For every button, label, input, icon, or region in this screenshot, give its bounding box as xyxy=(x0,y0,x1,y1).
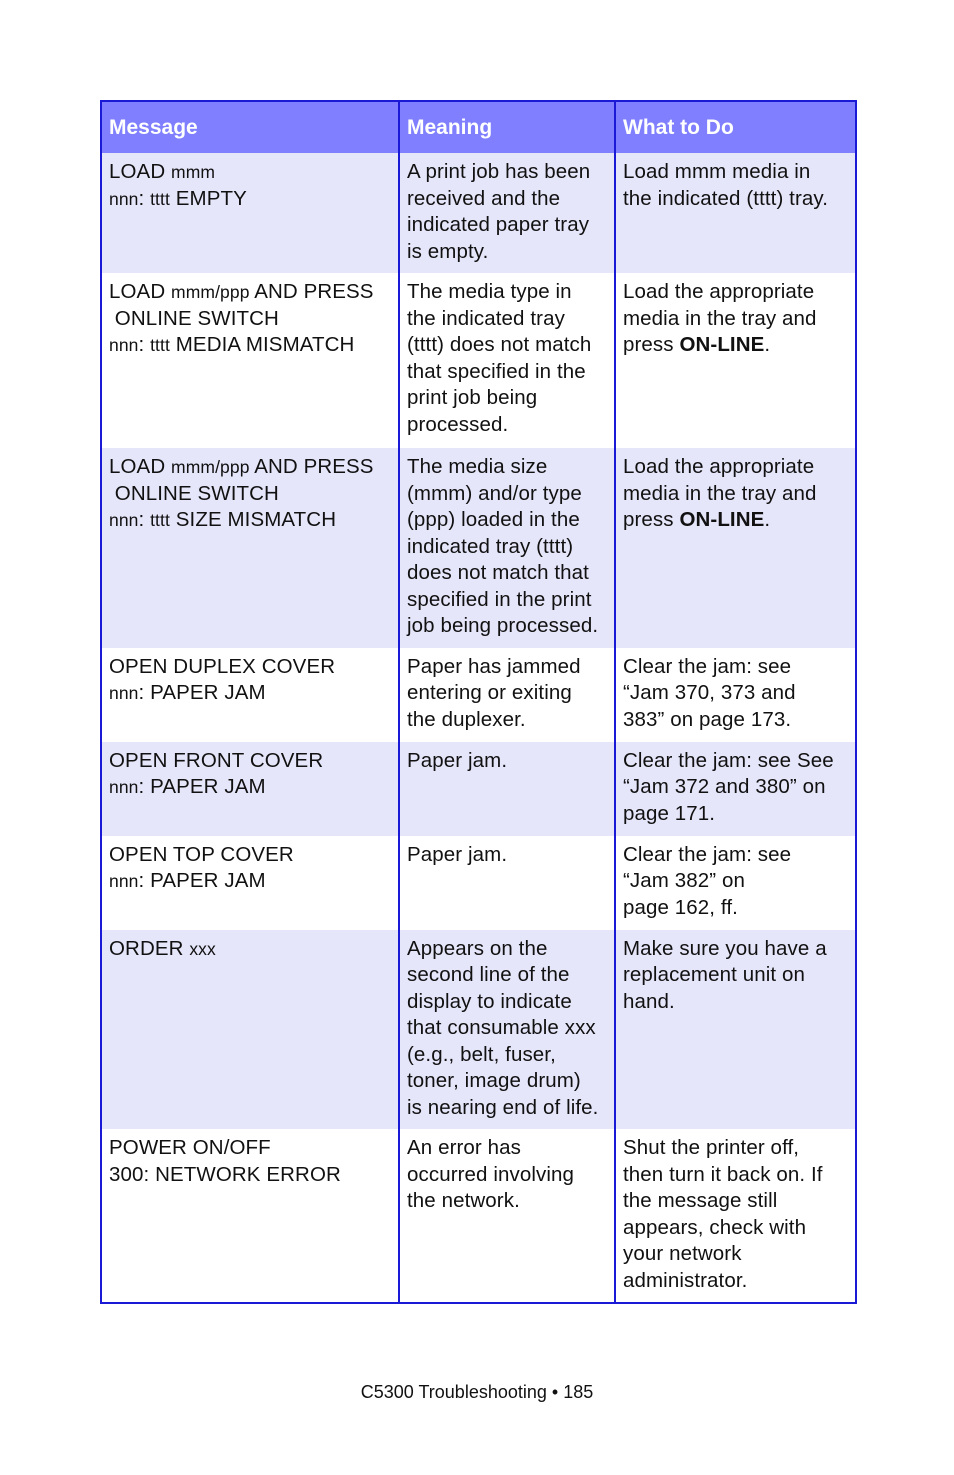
meaning-line: is empty. xyxy=(407,239,489,263)
message-line xyxy=(109,936,391,963)
meaning-cell xyxy=(399,1129,615,1303)
message-line xyxy=(109,332,391,359)
meaning-line: occurred involving xyxy=(407,1162,575,1186)
table-row xyxy=(101,273,856,448)
action-line: page 162, ff. xyxy=(623,895,738,919)
action-cell xyxy=(615,448,856,648)
meaning-line: received and the xyxy=(407,186,561,210)
message-line xyxy=(109,186,391,213)
meaning-line: Paper jam. xyxy=(407,748,508,772)
message-text: mmm xyxy=(171,162,216,182)
action-cell xyxy=(615,742,856,836)
message-line xyxy=(109,507,391,534)
action-line: your network xyxy=(623,1242,742,1265)
action-line: “Jam 372 and 380” on xyxy=(623,775,826,798)
message-line xyxy=(109,774,391,801)
action-line: media in the tray and xyxy=(623,481,817,505)
message-text: mmm/ppp xyxy=(171,457,250,477)
meaning-line: Paper jam. xyxy=(407,842,508,866)
table-row xyxy=(101,742,856,836)
action-text: press xyxy=(623,508,680,531)
meaning-line: that consumable xxx xyxy=(407,1016,596,1039)
action-line: Clear the jam: see See xyxy=(623,748,834,772)
action-line xyxy=(623,332,848,359)
message-text: mmm/ppp xyxy=(171,282,250,302)
meaning-line: does not match that xyxy=(407,561,589,584)
action-cell xyxy=(615,930,856,1130)
message-text: POWER ON/OFF xyxy=(109,1136,271,1159)
message-text: : xyxy=(138,186,151,210)
message-line xyxy=(109,868,391,895)
meaning-cell xyxy=(399,930,615,1130)
message-line xyxy=(109,159,391,186)
header-row xyxy=(101,101,856,153)
message-text: nnn xyxy=(109,683,139,703)
meaning-line: A print job has been xyxy=(407,160,591,183)
meaning-line: the network. xyxy=(407,1189,520,1212)
message-cell xyxy=(101,930,399,1130)
action-line: “Jam 382” on xyxy=(623,869,745,892)
meaning-line: job being processed. xyxy=(407,614,599,637)
meaning-line: is nearing end of life. xyxy=(407,1095,599,1119)
message-text: AND PRESS xyxy=(249,280,374,303)
meaning-line: indicated paper tray xyxy=(407,213,590,236)
meaning-line: (ppp) loaded in the xyxy=(407,508,580,531)
message-cell xyxy=(101,742,399,836)
message-text: nnn xyxy=(109,510,139,530)
action-cell xyxy=(615,273,856,448)
action-text: . xyxy=(764,508,771,531)
meaning-cell xyxy=(399,836,615,930)
error-message-table xyxy=(100,100,857,1304)
meaning-line: The media size xyxy=(407,455,548,478)
message-text: 300: NETWORK ERROR xyxy=(109,1162,341,1186)
message-line xyxy=(109,279,391,306)
table-row xyxy=(101,836,856,930)
table-row xyxy=(101,153,856,273)
message-line xyxy=(109,748,391,775)
action-cell xyxy=(615,153,856,273)
meaning-cell xyxy=(399,448,615,648)
meaning-line: the indicated tray xyxy=(407,306,565,330)
message-text: nnn xyxy=(109,871,139,891)
action-line: Shut the printer off, xyxy=(623,1136,800,1159)
online-key-label: ON-LINE xyxy=(679,508,765,531)
table-row xyxy=(101,1129,856,1303)
message-cell xyxy=(101,273,399,448)
header-meaning: Meaning xyxy=(399,101,615,153)
message-text: LOAD xyxy=(109,160,172,183)
meaning-line: (tttt) does not match xyxy=(407,333,592,356)
message-text: tttt xyxy=(150,510,170,530)
table-row xyxy=(101,930,856,1130)
message-text: : PAPER JAM xyxy=(138,869,266,892)
message-line xyxy=(109,680,391,707)
message-line xyxy=(109,842,391,869)
meaning-line: entering or exiting xyxy=(407,681,572,704)
action-line xyxy=(623,507,848,534)
message-text: OPEN FRONT COVER xyxy=(109,748,324,772)
message-text: EMPTY xyxy=(169,186,247,210)
message-line xyxy=(109,481,391,508)
message-text: OPEN DUPLEX COVER xyxy=(109,654,336,678)
action-line: Load the appropriate xyxy=(623,455,815,478)
message-text: nnn xyxy=(109,335,139,355)
action-line: media in the tray and xyxy=(623,306,817,330)
message-line xyxy=(109,1135,391,1162)
action-cell xyxy=(615,1129,856,1303)
meaning-cell xyxy=(399,742,615,836)
message-text: SIZE MISMATCH xyxy=(169,508,337,531)
meaning-line: that specified in the xyxy=(407,359,586,383)
action-cell xyxy=(615,836,856,930)
table-row xyxy=(101,648,856,742)
action-line: administrator. xyxy=(623,1268,748,1292)
message-cell xyxy=(101,448,399,648)
header-message: Message xyxy=(109,115,198,139)
action-line: the message still xyxy=(623,1189,778,1212)
message-text: ORDER xyxy=(109,936,190,960)
message-text: ONLINE SWITCH xyxy=(109,481,279,505)
action-line: Make sure you have a xyxy=(623,936,827,960)
message-cell xyxy=(101,648,399,742)
action-line: Load mmm media in xyxy=(623,160,811,183)
message-line xyxy=(109,306,391,333)
table-header xyxy=(101,101,856,153)
message-cell xyxy=(101,836,399,930)
meaning-line: Appears on the xyxy=(407,936,548,960)
meaning-line: specified in the print xyxy=(407,587,592,611)
header-what-to-do: What to Do xyxy=(615,101,856,153)
message-cell xyxy=(101,153,399,273)
message-text: OPEN TOP COVER xyxy=(109,842,294,866)
action-line: Clear the jam: see xyxy=(623,654,792,678)
action-line: Clear the jam: see xyxy=(623,842,792,866)
message-text: nnn xyxy=(109,777,139,797)
meaning-line: indicated tray (tttt) xyxy=(407,534,574,558)
message-text: : PAPER JAM xyxy=(138,775,266,798)
meaning-line: display to indicate xyxy=(407,989,572,1013)
meaning-line: toner, image drum) xyxy=(407,1069,581,1092)
message-text: : PAPER JAM xyxy=(138,681,266,704)
message-text: MEDIA MISMATCH xyxy=(169,333,355,356)
message-line xyxy=(109,454,391,481)
message-text: LOAD xyxy=(109,280,172,303)
action-text: press xyxy=(623,333,680,356)
meaning-line: the duplexer. xyxy=(407,707,526,731)
action-line: appears, check with xyxy=(623,1215,807,1239)
action-line: Load the appropriate xyxy=(623,280,815,303)
meaning-cell xyxy=(399,273,615,448)
action-line: the indicated (tttt) tray. xyxy=(623,186,829,210)
meaning-line: An error has xyxy=(407,1136,521,1159)
message-line xyxy=(109,654,391,681)
table-body xyxy=(101,153,856,1303)
action-line: “Jam 370, 373 and xyxy=(623,681,796,704)
message-text: tttt xyxy=(150,335,170,355)
meaning-line: second line of the xyxy=(407,963,570,986)
message-text: : xyxy=(138,508,151,531)
action-line: 383” on page 173. xyxy=(623,707,792,731)
meaning-line: print job being xyxy=(407,386,538,409)
message-text: ONLINE SWITCH xyxy=(109,306,279,330)
message-text: : xyxy=(138,333,151,356)
action-text: . xyxy=(764,333,771,356)
meaning-cell xyxy=(399,648,615,742)
meaning-line: The media type in xyxy=(407,280,572,303)
message-text: nnn xyxy=(109,188,139,209)
message-text: AND PRESS xyxy=(249,455,374,478)
table-row xyxy=(101,448,856,648)
message-cell xyxy=(101,1129,399,1303)
meaning-line: processed. xyxy=(407,412,509,436)
meaning-line: (mmm) and/or type xyxy=(407,481,582,505)
message-text: LOAD xyxy=(109,455,172,478)
meaning-line: Paper has jammed xyxy=(407,654,581,678)
page-footer: C5300 Troubleshooting • 185 xyxy=(360,1382,594,1402)
message-text: tttt xyxy=(150,188,170,209)
action-line: hand. xyxy=(623,989,675,1013)
action-line: page 171. xyxy=(623,801,716,825)
meaning-line: (e.g., belt, fuser, xyxy=(407,1042,556,1066)
online-key-label: ON-LINE xyxy=(679,333,765,356)
message-text: xxx xyxy=(189,938,216,959)
meaning-cell xyxy=(399,153,615,273)
message-line xyxy=(109,1162,391,1189)
action-cell xyxy=(615,648,856,742)
action-line: replacement unit on xyxy=(623,963,805,986)
action-line: then turn it back on. If xyxy=(623,1162,823,1186)
